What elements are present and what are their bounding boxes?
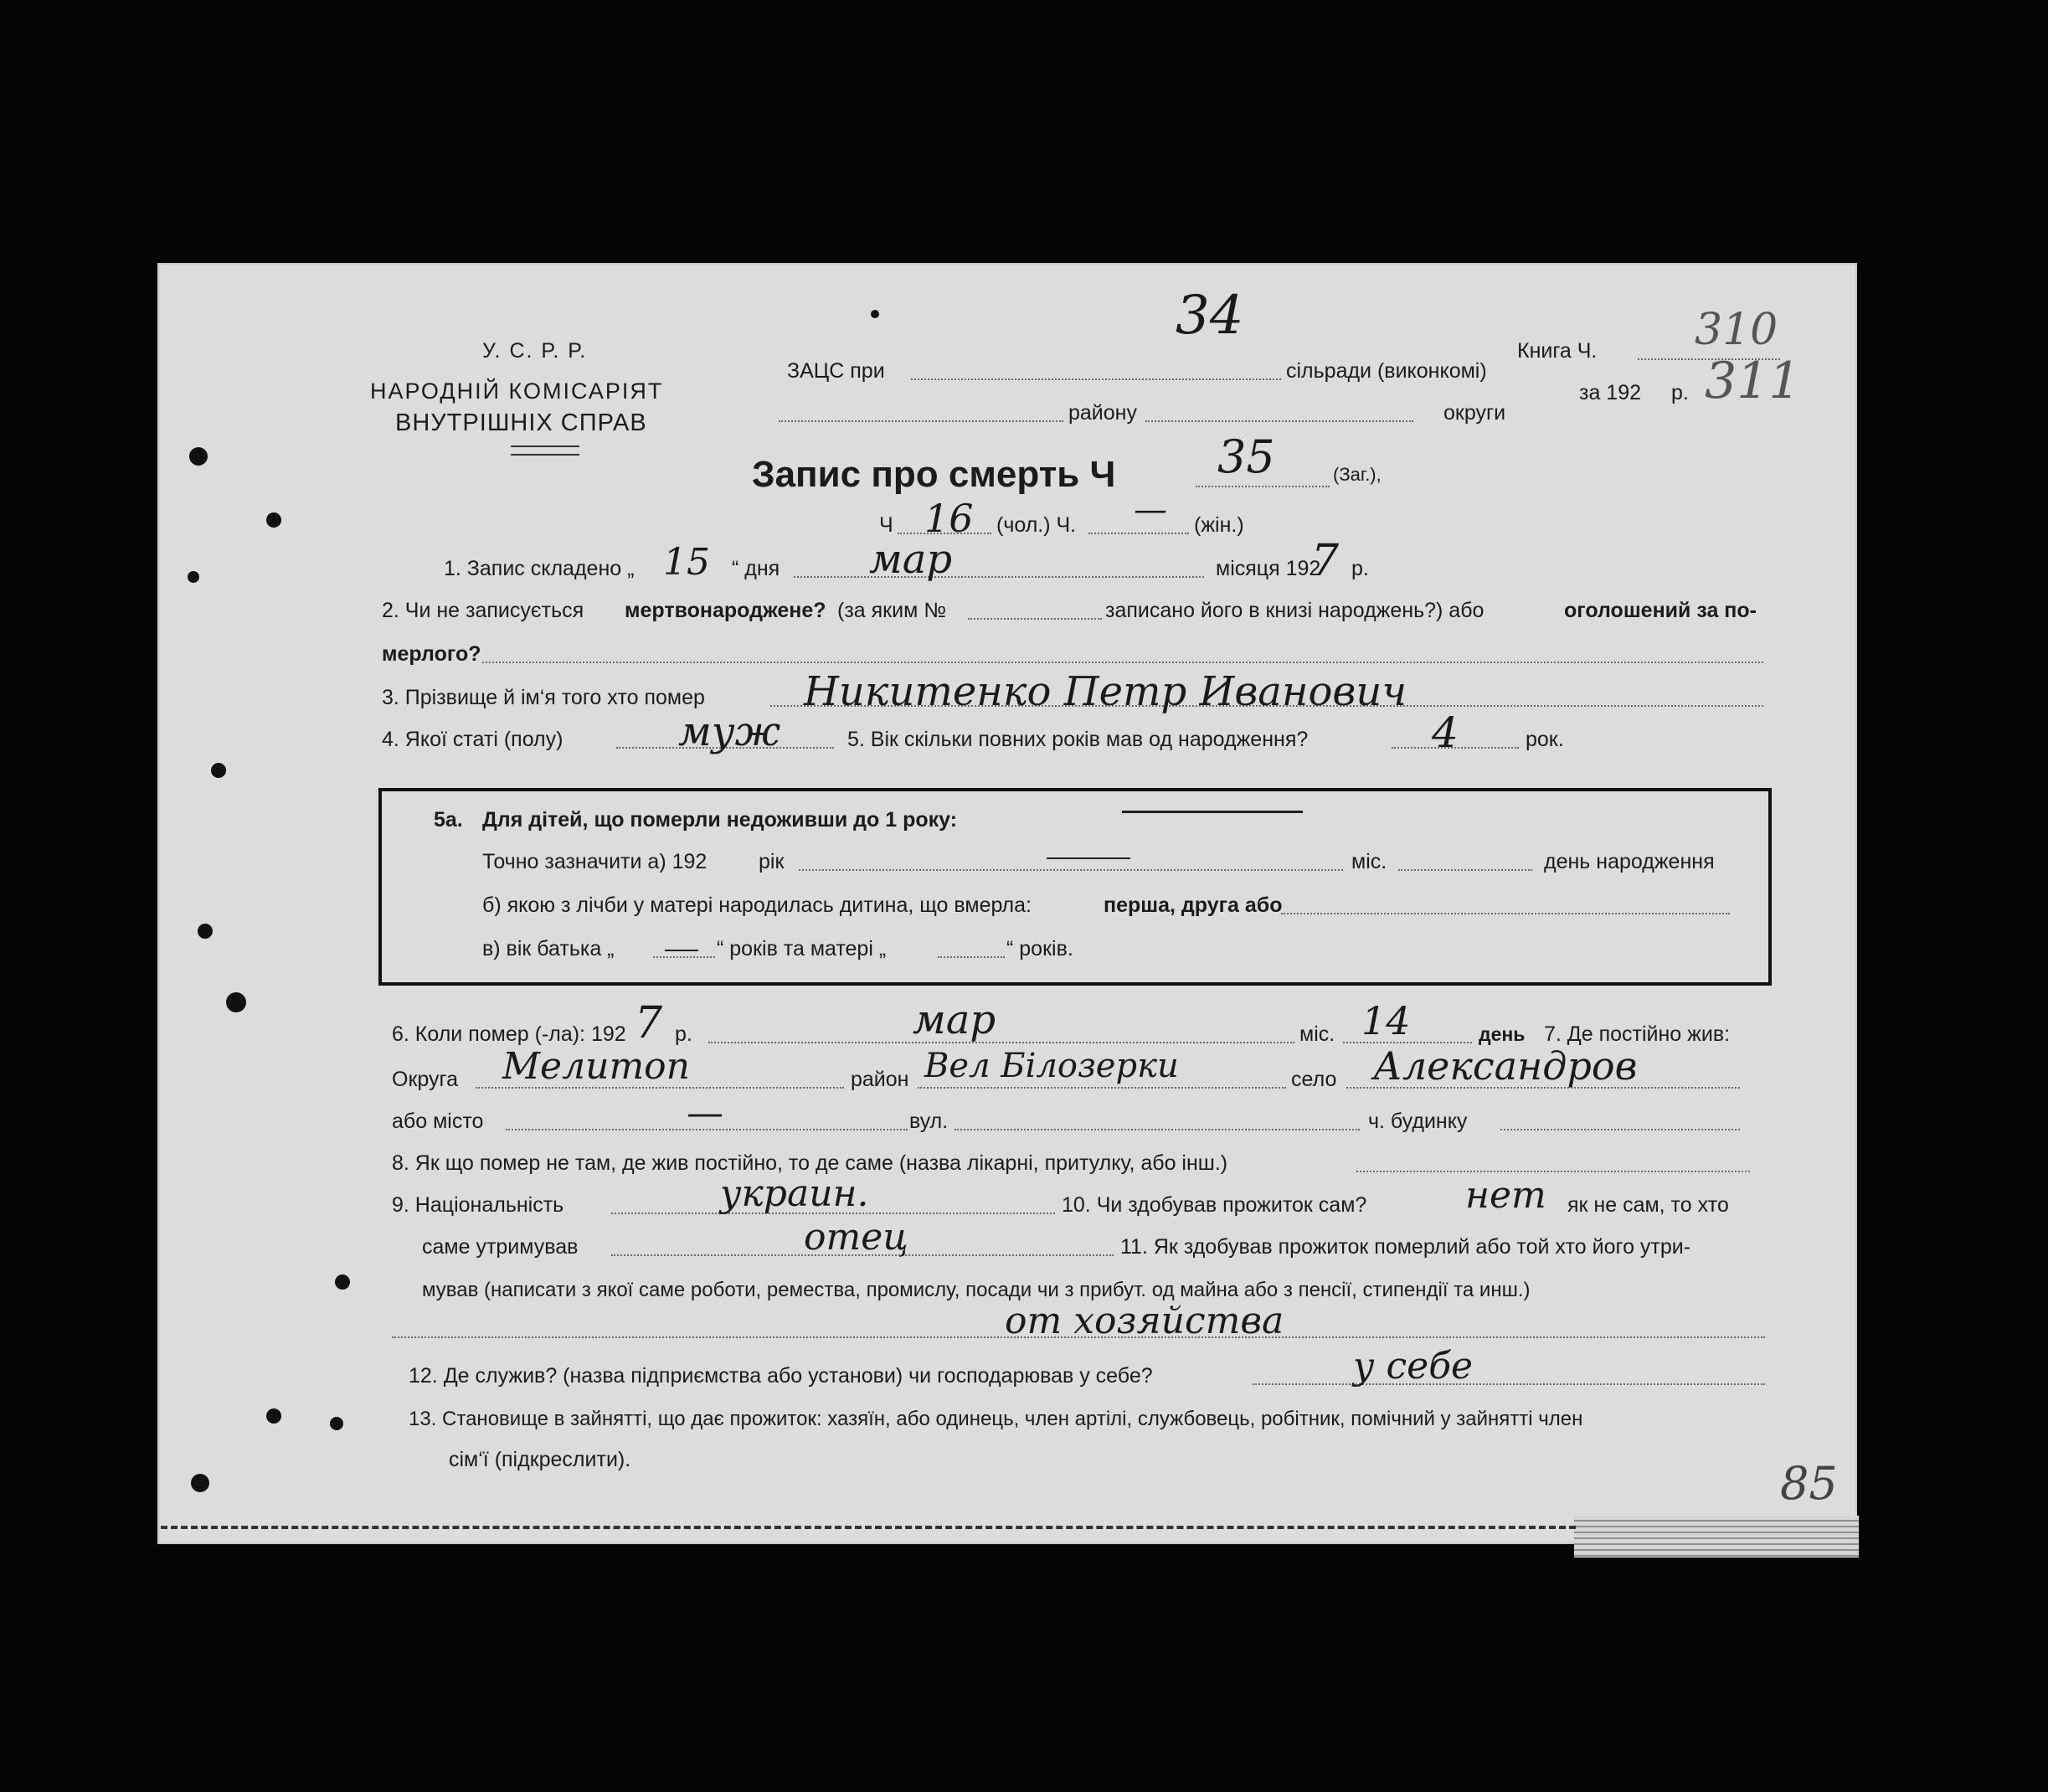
box5a-line-b-dots bbox=[1281, 913, 1730, 914]
selo-label: село bbox=[1291, 1068, 1337, 1091]
supported-label: саме утримував bbox=[422, 1235, 579, 1259]
field1-month-label: місяця 192 bbox=[1216, 557, 1321, 580]
silrada-label: сільради (виконкомі) bbox=[1286, 359, 1487, 383]
punch-hole bbox=[266, 1408, 281, 1424]
field12-label: 12. Де служив? (назва підприємства або установи) чи господарював у себе? bbox=[409, 1364, 1153, 1388]
field5-label: 5. Вік скільки повних років мав од народження? bbox=[847, 728, 1309, 751]
hw-record-number: 35 bbox=[1217, 430, 1275, 483]
hw-nationality: украин. bbox=[720, 1172, 869, 1215]
box5a-line-c-label: в) вік батька „ bbox=[482, 937, 615, 960]
header-rule bbox=[511, 445, 579, 456]
box5a-line-b-bold: перша, друга або bbox=[1104, 893, 1283, 917]
ministry-line2: ВНУТРІШНІХ СПРАВ bbox=[395, 409, 647, 436]
card-stack-edge bbox=[1574, 1516, 1859, 1558]
hw-corner-bottom: 311 bbox=[1705, 352, 1801, 410]
female-label: (жін.) bbox=[1194, 513, 1244, 537]
hw-supported: отец bbox=[804, 1216, 908, 1259]
field6-day-label: день bbox=[1479, 1023, 1526, 1045]
field6-month-label: міс. bbox=[1299, 1022, 1335, 1046]
street-line bbox=[955, 1129, 1360, 1130]
year-suffix: р. bbox=[1671, 381, 1689, 404]
box5a-line-a-dash bbox=[1047, 857, 1130, 859]
zags-line bbox=[911, 378, 1281, 380]
hw-sex: муж bbox=[678, 708, 781, 755]
field11-line2: мував (написати з якої саме роботи, ремества, промислу, посади чи з прибут. од майна або з пенсії, стипендії та инш.) bbox=[422, 1279, 1531, 1301]
box5a-heading: Для дітей, що померли недоживши до 1 року: bbox=[482, 808, 958, 832]
field5-suffix: рок. bbox=[1526, 728, 1564, 751]
ch-label: Ч bbox=[879, 513, 893, 537]
hw-female-number: — bbox=[1134, 491, 1167, 529]
field8-label: 8. Як що помер не там, де жив постійно, то де саме (назва лікарні, притулку, або інш.) bbox=[392, 1151, 1228, 1175]
female-line bbox=[1088, 533, 1189, 534]
okruha-label: округи bbox=[1443, 401, 1506, 425]
field9-label: 9. Національність bbox=[392, 1193, 564, 1217]
hw-f11: от хозяйства bbox=[1005, 1300, 1284, 1342]
field6-year-suffix: р. bbox=[675, 1022, 692, 1046]
raion-residence-label: район bbox=[851, 1068, 909, 1091]
field6-label: 6. Коли помер (-ла): 192 bbox=[392, 1022, 626, 1046]
hw-f12: у себе bbox=[1353, 1345, 1474, 1388]
box5a-line-c-end: “ років. bbox=[1006, 937, 1073, 960]
zags-label: ЗАЦС при bbox=[787, 359, 885, 383]
box5a-father-dash bbox=[665, 950, 698, 951]
year-label: за 192 bbox=[1579, 381, 1642, 404]
field2-label-c: записано його в книзі народжень?) або bbox=[1105, 599, 1485, 622]
field12-line bbox=[1253, 1383, 1765, 1385]
state-label: У. С. Р. Р. bbox=[482, 339, 588, 363]
hw-selo: Александров bbox=[1373, 1043, 1638, 1089]
okruha-line bbox=[1145, 420, 1413, 422]
box5a-father-dots bbox=[653, 956, 715, 958]
hw-death-day: 14 bbox=[1361, 998, 1411, 1043]
field2-bold-b: оголошений за по- bbox=[1564, 599, 1757, 622]
title-number-line bbox=[1196, 486, 1330, 487]
zag-label: (Заг.), bbox=[1333, 464, 1382, 485]
field10-tail: як не сам, то хто bbox=[1567, 1193, 1729, 1217]
hw-okruha: Мелитоп bbox=[502, 1045, 690, 1088]
box5a-heading-dash bbox=[1122, 811, 1303, 813]
punch-hole bbox=[871, 310, 879, 318]
okruha-residence-label: Округа bbox=[392, 1068, 458, 1091]
box5a-line-a-month-dots bbox=[1398, 869, 1532, 871]
box5a-heading-num: 5a. bbox=[434, 808, 463, 832]
hw-record-day: 15 bbox=[663, 541, 710, 584]
punch-hole bbox=[191, 1474, 209, 1492]
box5a-line-c-mid: “ років та матері „ bbox=[717, 937, 887, 960]
field13-line2: сім‘ї (підкреслити). bbox=[449, 1448, 631, 1471]
field8-line bbox=[1356, 1171, 1750, 1172]
hw-death-month: мар bbox=[913, 996, 996, 1043]
hw-record-year: 7 bbox=[1311, 536, 1340, 586]
field4-label: 4. Якої статі (полу) bbox=[382, 728, 563, 751]
hw-deceased-name: Никитенко Петр Иванович bbox=[804, 668, 1407, 715]
hw-raion: Вел Білозерки bbox=[924, 1047, 1179, 1085]
hw-corner-top: 310 bbox=[1695, 305, 1778, 355]
box5a-line-a-dots bbox=[799, 869, 1343, 871]
field2-label-a: 2. Чи не записується bbox=[382, 599, 584, 622]
house-line bbox=[1500, 1129, 1740, 1130]
raion-label: району bbox=[1068, 401, 1137, 425]
punch-hole bbox=[188, 571, 199, 583]
field2-line2: мерлого? bbox=[382, 642, 481, 666]
field13-label: 13. Становище в зайнятті, що дає прожиток: хазяїн, або одинець, член артілі, службовець, робітник, помічний у зайнятті член bbox=[409, 1408, 1583, 1430]
city-label: або місто bbox=[392, 1110, 484, 1133]
punch-hole bbox=[189, 447, 208, 466]
punch-hole bbox=[266, 512, 281, 528]
field11-label: 11. Як здобував прожиток померлий або той хто його утри- bbox=[1120, 1235, 1691, 1259]
book-label: Книга Ч. bbox=[1517, 339, 1598, 363]
ministry-line1: НАРОДНІЙ КОМІСАРІЯТ bbox=[370, 378, 664, 404]
field7-label: 7. Де постійно жив: bbox=[1544, 1022, 1731, 1046]
field2-number-line bbox=[968, 618, 1102, 620]
box5a-line-a-year-suffix: рік bbox=[759, 850, 785, 873]
punch-hole bbox=[330, 1417, 343, 1430]
hw-f10: нет bbox=[1465, 1174, 1546, 1217]
male-label: (чол.) Ч. bbox=[996, 513, 1077, 537]
hw-male-number: 16 bbox=[924, 496, 974, 541]
punch-hole bbox=[335, 1274, 350, 1290]
record-title: Запис про смерть Ч bbox=[752, 454, 1116, 495]
raion-line bbox=[779, 420, 1063, 422]
house-label: ч. будинку bbox=[1368, 1110, 1468, 1133]
hw-record-month: мар bbox=[869, 536, 953, 583]
hw-city: — bbox=[687, 1092, 723, 1135]
street-label: вул. bbox=[909, 1110, 949, 1133]
box5a-line-b-label: б) якою з лічби у матері народилась дитина, що вмерла: bbox=[482, 893, 1032, 917]
raion-residence-line bbox=[918, 1087, 1286, 1089]
field2-line2-dots bbox=[482, 662, 1763, 663]
hw-death-year: 7 bbox=[635, 998, 663, 1048]
punch-hole bbox=[211, 763, 226, 778]
box5a-line-a-day: день народження bbox=[1544, 850, 1715, 873]
field6-month-line bbox=[708, 1042, 1294, 1043]
field2-bold-a: мертвонароджене? bbox=[625, 599, 826, 622]
hw-margin-number: 85 bbox=[1780, 1457, 1838, 1510]
punch-hole bbox=[198, 924, 213, 939]
field1-day-label: “ дня bbox=[732, 557, 780, 580]
field10-label: 10. Чи здобував прожиток сам? bbox=[1062, 1193, 1367, 1217]
field1-label: 1. Запис складено „ bbox=[444, 557, 635, 580]
field3-label: 3. Прізвище й ім‘я того хто помер bbox=[382, 686, 705, 709]
card-bottom-dash bbox=[161, 1526, 1576, 1529]
field1-year-suffix: р. bbox=[1351, 557, 1369, 580]
field1-month-line bbox=[794, 576, 1204, 578]
field2-label-b: (за яким № bbox=[837, 599, 947, 622]
punch-hole bbox=[226, 992, 246, 1012]
box5a-mother-dots bbox=[938, 956, 1005, 958]
box5a-line-a-label: Точно зазначити а) 192 bbox=[482, 850, 708, 873]
hw-page-number: 34 bbox=[1176, 285, 1244, 347]
box5a-line-a-month: міс. bbox=[1351, 850, 1387, 873]
hw-age: 4 bbox=[1432, 708, 1459, 757]
